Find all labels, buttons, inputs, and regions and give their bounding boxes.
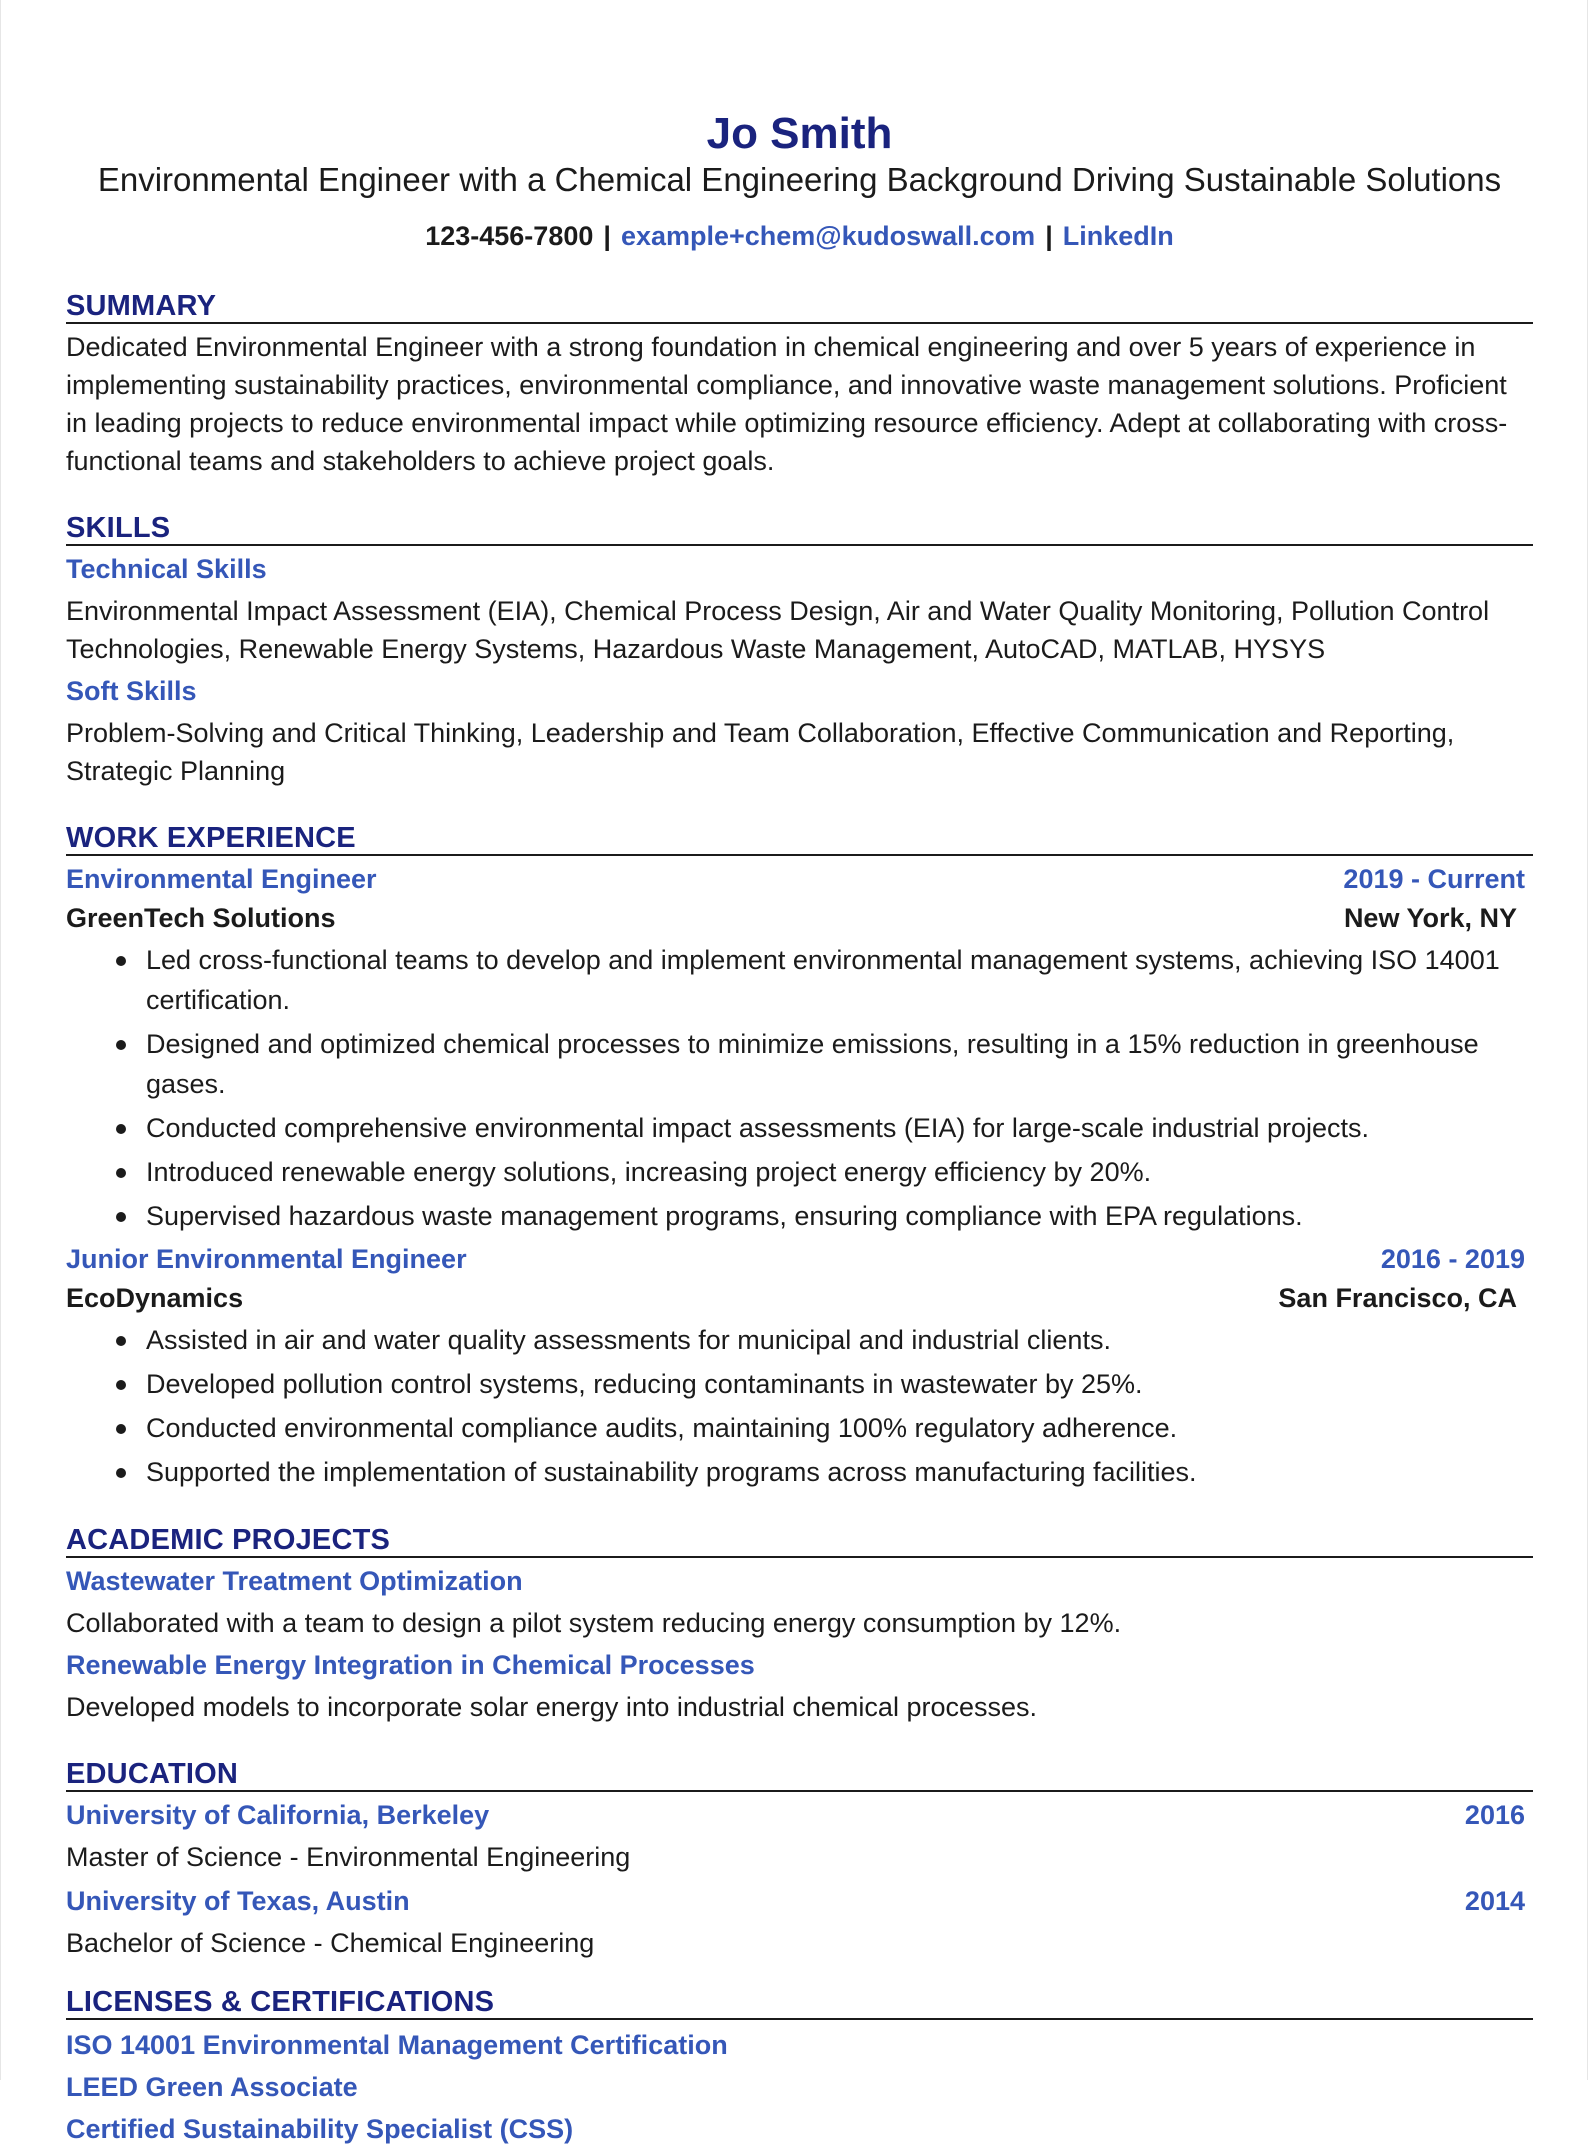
skill-group-soft bbox=[66, 672, 1533, 790]
section-title-education: EDUCATION bbox=[66, 1760, 1533, 1792]
section-title-summary: SUMMARY bbox=[66, 292, 1533, 324]
job-bullets bbox=[66, 940, 1533, 1236]
job-company-row bbox=[66, 898, 1533, 938]
education-degree: Master of Science - Environmental Engineering bbox=[66, 1842, 631, 1873]
job-entry bbox=[66, 860, 1533, 1236]
job-company: EcoDynamics bbox=[66, 1283, 244, 1314]
skill-group-technical bbox=[66, 550, 1533, 668]
contact-separator: | bbox=[603, 220, 611, 251]
projects-section bbox=[66, 1526, 1533, 1726]
skill-group-label: Technical Skills bbox=[66, 554, 267, 585]
education-school-row bbox=[66, 1882, 1533, 1920]
certification-item: ISO 14001 Environmental Management Certification bbox=[66, 2030, 728, 2061]
job-bullet: Introduced renewable energy solutions, increasing project energy efficiency by 20%. bbox=[146, 1152, 1533, 1192]
job-bullet: Conducted environmental compliance audits, maintaining 100% regulatory adherence. bbox=[146, 1408, 1533, 1448]
project-description: Collaborated with a team to design a pilot system reducing energy consumption by 12%. bbox=[66, 1608, 1122, 1639]
section-title-skills: SKILLS bbox=[66, 514, 1533, 546]
project-description: Developed models to incorporate solar energy into industrial chemical processes. bbox=[66, 1692, 1037, 1723]
contact-separator: | bbox=[1045, 220, 1053, 251]
education-section bbox=[66, 1760, 1533, 1962]
education-year: 2014 bbox=[1464, 1886, 1525, 1917]
job-role: Environmental Engineer bbox=[66, 864, 377, 895]
job-title-row bbox=[66, 1240, 1533, 1278]
summary-text: Dedicated Environmental Engineer with a strong foundation in chemical engineering and over 5 years of experience in implementing sustainability practices, environmental compliance, and innovative waste management solutions. Proficient in leading projects to reduce environmental impact while optimizing resource efficiency. Adept at collaborating with cross-functional teams and stakeholders to achieve project goals. bbox=[66, 332, 1508, 477]
certification-item: Certified Sustainability Specialist (CSS) bbox=[66, 2114, 574, 2145]
job-title-row bbox=[66, 860, 1533, 898]
job-role: Junior Environmental Engineer bbox=[66, 1244, 467, 1275]
phone-number: 123-456-7800 bbox=[425, 220, 594, 251]
education-entry bbox=[66, 1882, 1533, 1962]
project-entry bbox=[66, 1646, 1533, 1726]
experience-section bbox=[66, 824, 1533, 1492]
job-bullet: Designed and optimized chemical processes to minimize emissions, resulting in a 15% reduction in greenhouse gases. bbox=[146, 1024, 1533, 1104]
resume-header bbox=[66, 110, 1533, 252]
email-link[interactable]: example+chem@kudoswall.com bbox=[620, 220, 1036, 251]
certifications-section bbox=[66, 1988, 1533, 2150]
job-bullet: Supported the implementation of sustainability programs across manufacturing facilities. bbox=[146, 1452, 1533, 1492]
candidate-name: Jo Smith bbox=[706, 109, 893, 158]
job-bullets bbox=[66, 1320, 1533, 1492]
job-company: GreenTech Solutions bbox=[66, 903, 336, 934]
resume-document bbox=[66, 110, 1533, 2150]
contact-line bbox=[66, 220, 1533, 252]
skills-section bbox=[66, 514, 1533, 790]
job-bullet: Conducted comprehensive environmental impact assessments (EIA) for large-scale industrial projects. bbox=[146, 1108, 1533, 1148]
section-title-projects: ACADEMIC PROJECTS bbox=[66, 1526, 1533, 1558]
summary-section bbox=[66, 292, 1533, 480]
education-school: University of California, Berkeley bbox=[66, 1800, 490, 1831]
job-bullet: Developed pollution control systems, reducing contaminants in wastewater by 25%. bbox=[146, 1364, 1533, 1404]
job-bullet: Led cross-functional teams to develop and implement environmental management systems, achieving ISO 14001 certification. bbox=[146, 940, 1533, 1020]
job-dates: 2016 - 2019 bbox=[1380, 1244, 1525, 1275]
job-bullet: Supervised hazardous waste management programs, ensuring compliance with EPA regulations. bbox=[146, 1196, 1533, 1236]
section-title-certifications: LICENSES & CERTIFICATIONS bbox=[66, 1988, 1533, 2020]
job-bullet: Assisted in air and water quality assessments for municipal and industrial clients. bbox=[146, 1320, 1533, 1360]
skill-group-text: Environmental Impact Assessment (EIA), Chemical Process Design, Air and Water Quality Monitoring, Pollution Control Technologies, Renewable Energy Systems, Hazardous Waste Management, AutoCAD, MATLAB, HYSYS bbox=[66, 596, 1490, 665]
education-degree: Bachelor of Science - Chemical Engineering bbox=[66, 1928, 595, 1959]
section-title-experience: WORK EXPERIENCE bbox=[66, 824, 1533, 856]
project-name: Renewable Energy Integration in Chemical Processes bbox=[66, 1650, 755, 1681]
education-school-row bbox=[66, 1796, 1533, 1834]
linkedin-link[interactable]: LinkedIn bbox=[1062, 220, 1174, 251]
job-dates: 2019 - Current bbox=[1343, 864, 1525, 895]
project-name: Wastewater Treatment Optimization bbox=[66, 1566, 523, 1597]
job-location: New York, NY bbox=[1343, 903, 1517, 934]
skill-group-text: Problem-Solving and Critical Thinking, Leadership and Team Collaboration, Effective Communication and Reporting, Strategic Planning bbox=[66, 718, 1455, 787]
skill-group-label: Soft Skills bbox=[66, 676, 197, 707]
candidate-headline: Environmental Engineer with a Chemical Engineering Background Driving Sustainable Solutions bbox=[97, 161, 1502, 199]
job-company-row bbox=[66, 1278, 1533, 1318]
project-entry bbox=[66, 1562, 1533, 1642]
job-entry bbox=[66, 1240, 1533, 1492]
certification-item: LEED Green Associate bbox=[66, 2072, 358, 2103]
education-entry bbox=[66, 1796, 1533, 1876]
education-school: University of Texas, Austin bbox=[66, 1886, 410, 1917]
education-year: 2016 bbox=[1464, 1800, 1525, 1831]
job-location: San Francisco, CA bbox=[1278, 1283, 1517, 1314]
